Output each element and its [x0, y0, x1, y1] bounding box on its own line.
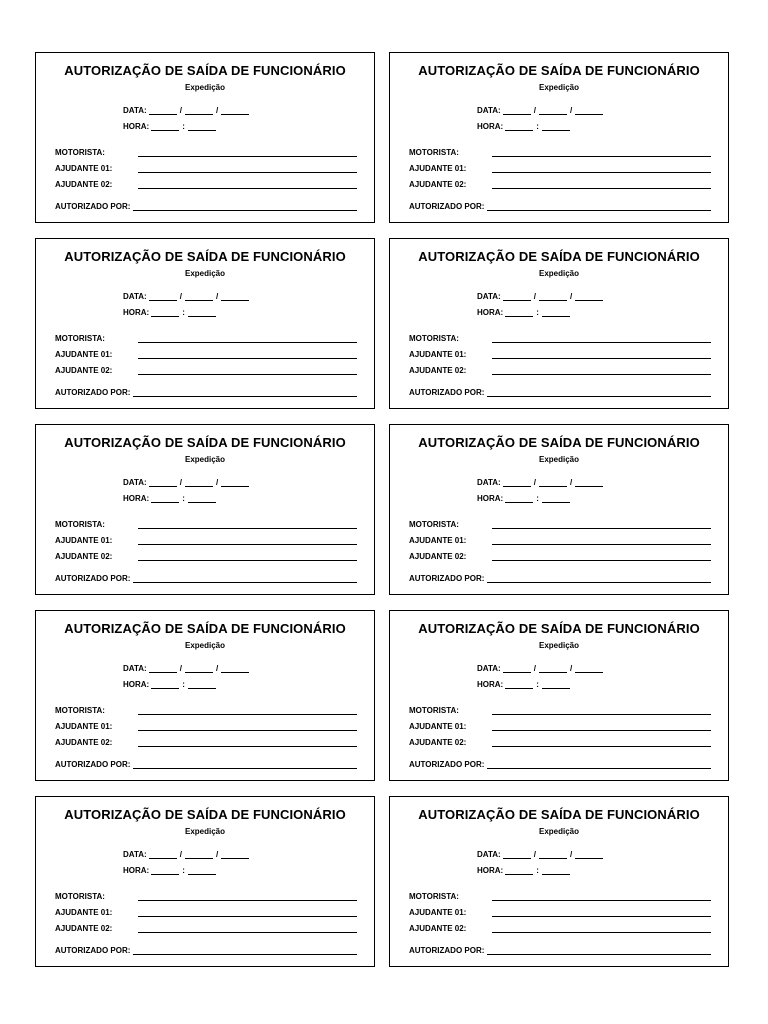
- helper2-field[interactable]: [492, 552, 711, 561]
- authorized-field[interactable]: [133, 388, 357, 397]
- date-separator: /: [215, 106, 219, 115]
- date-day-field[interactable]: [149, 478, 177, 487]
- date-month-field[interactable]: [185, 478, 213, 487]
- helper1-label: AJUDANTE 01:: [55, 722, 113, 731]
- date-separator: /: [215, 478, 219, 487]
- date-separator: /: [179, 478, 182, 487]
- driver-field[interactable]: [492, 892, 711, 901]
- time-separator: :: [536, 494, 539, 503]
- helper2-field[interactable]: [138, 366, 357, 375]
- authorization-card: [35, 52, 375, 223]
- authorization-card: [389, 610, 729, 781]
- authorized-row: [409, 760, 711, 769]
- date-year-field[interactable]: [221, 478, 249, 487]
- time-minute-field[interactable]: [542, 866, 570, 875]
- helper1-label: AJUDANTE 01:: [409, 164, 467, 173]
- time-minute-field[interactable]: [188, 866, 216, 875]
- driver-field[interactable]: [492, 148, 711, 157]
- helper1-label: AJUDANTE 01:: [55, 350, 113, 359]
- authorization-card: [35, 424, 375, 595]
- helper1-row: [409, 722, 711, 731]
- authorized-label: AUTORIZADO POR:: [409, 202, 485, 211]
- time-minute-field[interactable]: [542, 122, 570, 131]
- driver-row: [55, 520, 357, 529]
- helper1-field[interactable]: [138, 536, 357, 545]
- authorized-field[interactable]: [487, 202, 711, 211]
- driver-label: MOTORISTA:: [409, 148, 459, 157]
- helper2-row: [409, 552, 711, 561]
- authorized-field[interactable]: [487, 388, 711, 397]
- helper2-field[interactable]: [492, 738, 711, 747]
- card-title: AUTORIZAÇÃO DE SAÍDA DE FUNCIONÁRIO: [64, 807, 346, 822]
- date-year-field[interactable]: [575, 850, 603, 859]
- authorized-row: [55, 574, 357, 583]
- authorized-label: AUTORIZADO POR:: [55, 574, 131, 583]
- time-separator: :: [182, 122, 185, 131]
- date-separator: /: [215, 292, 219, 301]
- helper1-field[interactable]: [138, 908, 357, 917]
- authorized-label: AUTORIZADO POR:: [55, 388, 131, 397]
- time-separator: :: [536, 680, 539, 689]
- authorization-card: [35, 238, 375, 409]
- helper1-row: [409, 350, 711, 359]
- helper2-field[interactable]: [492, 924, 711, 933]
- time-label: HORA:: [477, 680, 504, 689]
- card-subtitle: Expedição: [184, 827, 225, 836]
- helper2-field[interactable]: [138, 924, 357, 933]
- helper1-field[interactable]: [138, 722, 357, 731]
- time-row: [477, 308, 572, 317]
- helper1-row: [409, 536, 711, 545]
- date-row: [477, 664, 605, 673]
- card-subtitle: Expedição: [184, 455, 225, 464]
- card-title: AUTORIZAÇÃO DE SAÍDA DE FUNCIONÁRIO: [64, 249, 346, 264]
- date-year-field[interactable]: [221, 850, 249, 859]
- authorized-field[interactable]: [133, 202, 357, 211]
- helper1-field[interactable]: [492, 722, 711, 731]
- date-month-field[interactable]: [185, 664, 213, 673]
- authorized-label: AUTORIZADO POR:: [409, 574, 485, 583]
- helper1-row: [55, 350, 357, 359]
- time-hour-field[interactable]: [505, 866, 533, 875]
- time-minute-field[interactable]: [188, 494, 216, 503]
- authorized-row: [409, 946, 711, 955]
- authorized-field[interactable]: [133, 946, 357, 955]
- card-subtitle: Expedição: [538, 455, 579, 464]
- time-hour-field[interactable]: [505, 680, 533, 689]
- driver-field[interactable]: [138, 520, 357, 529]
- time-row: [477, 122, 572, 131]
- card-subtitle: Expedição: [538, 641, 579, 650]
- date-day-field[interactable]: [503, 850, 531, 859]
- date-label: DATA:: [123, 664, 147, 673]
- date-row: [477, 292, 605, 301]
- helper1-field[interactable]: [492, 908, 711, 917]
- date-day-field[interactable]: [149, 850, 177, 859]
- time-hour-field[interactable]: [151, 122, 179, 131]
- date-row: [477, 478, 605, 487]
- helper1-field[interactable]: [138, 350, 357, 359]
- time-row: [123, 494, 218, 503]
- time-row: [123, 680, 218, 689]
- authorized-field[interactable]: [487, 574, 711, 583]
- authorized-row: [55, 388, 357, 397]
- helper2-field[interactable]: [138, 180, 357, 189]
- date-year-field[interactable]: [575, 664, 603, 673]
- helper2-label: AJUDANTE 02:: [55, 366, 113, 375]
- date-month-field[interactable]: [539, 106, 567, 115]
- date-year-field[interactable]: [221, 664, 249, 673]
- authorization-card: [35, 610, 375, 781]
- time-separator: :: [182, 866, 185, 875]
- authorized-row: [409, 388, 711, 397]
- date-label: DATA:: [123, 478, 147, 487]
- helper1-field[interactable]: [492, 536, 711, 545]
- helper2-label: AJUDANTE 02:: [55, 180, 113, 189]
- helper2-row: [55, 180, 357, 189]
- date-separator: /: [569, 106, 573, 115]
- date-separator: /: [569, 850, 573, 859]
- date-separator: /: [179, 106, 182, 115]
- date-day-field[interactable]: [503, 292, 531, 301]
- date-month-field[interactable]: [539, 478, 567, 487]
- time-minute-field[interactable]: [542, 308, 570, 317]
- helper1-label: AJUDANTE 01:: [55, 536, 113, 545]
- driver-label: MOTORISTA:: [409, 706, 459, 715]
- helper2-row: [55, 552, 357, 561]
- date-separator: /: [533, 478, 536, 487]
- driver-field[interactable]: [138, 706, 357, 715]
- time-label: HORA:: [123, 866, 150, 875]
- helper2-field[interactable]: [138, 552, 357, 561]
- time-minute-field[interactable]: [542, 680, 570, 689]
- driver-row: [409, 334, 711, 343]
- time-label: HORA:: [477, 122, 504, 131]
- driver-row: [409, 520, 711, 529]
- driver-row: [409, 148, 711, 157]
- date-separator: /: [569, 664, 573, 673]
- time-label: HORA:: [477, 494, 504, 503]
- date-separator: /: [533, 106, 536, 115]
- authorized-label: AUTORIZADO POR:: [55, 202, 131, 211]
- card-title: AUTORIZAÇÃO DE SAÍDA DE FUNCIONÁRIO: [64, 621, 346, 636]
- driver-row: [409, 706, 711, 715]
- helper1-label: AJUDANTE 01:: [409, 722, 467, 731]
- authorized-field[interactable]: [487, 760, 711, 769]
- helper2-label: AJUDANTE 02:: [409, 552, 467, 561]
- time-row: [477, 866, 572, 875]
- date-day-field[interactable]: [149, 292, 177, 301]
- driver-field[interactable]: [492, 706, 711, 715]
- helper1-row: [409, 164, 711, 173]
- authorized-field[interactable]: [487, 946, 711, 955]
- card-subtitle: Expedição: [538, 827, 579, 836]
- driver-field[interactable]: [138, 148, 357, 157]
- date-label: DATA:: [477, 850, 501, 859]
- authorized-row: [55, 202, 357, 211]
- date-label: DATA:: [477, 106, 501, 115]
- date-day-field[interactable]: [503, 664, 531, 673]
- time-hour-field[interactable]: [151, 308, 179, 317]
- date-year-field[interactable]: [575, 478, 603, 487]
- helper1-label: AJUDANTE 01:: [409, 536, 467, 545]
- time-label: HORA:: [477, 866, 504, 875]
- time-row: [477, 494, 572, 503]
- date-separator: /: [533, 850, 536, 859]
- date-separator: /: [569, 478, 573, 487]
- helper1-label: AJUDANTE 01:: [55, 908, 113, 917]
- helper2-label: AJUDANTE 02:: [55, 738, 113, 747]
- card-subtitle: Expedição: [538, 269, 579, 278]
- driver-label: MOTORISTA:: [55, 520, 105, 529]
- helper1-field[interactable]: [492, 164, 711, 173]
- driver-label: MOTORISTA:: [55, 148, 105, 157]
- date-month-field[interactable]: [539, 664, 567, 673]
- helper2-row: [55, 366, 357, 375]
- authorized-label: AUTORIZADO POR:: [409, 946, 485, 955]
- helper2-label: AJUDANTE 02:: [409, 366, 467, 375]
- date-year-field[interactable]: [221, 292, 249, 301]
- driver-label: MOTORISTA:: [55, 334, 105, 343]
- date-separator: /: [215, 850, 219, 859]
- time-row: [123, 308, 218, 317]
- helper2-row: [55, 738, 357, 747]
- authorized-label: AUTORIZADO POR:: [55, 946, 131, 955]
- date-separator: /: [179, 850, 182, 859]
- date-separator: /: [569, 292, 573, 301]
- time-separator: :: [536, 866, 539, 875]
- authorized-label: AUTORIZADO POR:: [55, 760, 131, 769]
- card-title: AUTORIZAÇÃO DE SAÍDA DE FUNCIONÁRIO: [418, 249, 700, 264]
- date-day-field[interactable]: [503, 478, 531, 487]
- authorization-card: [35, 796, 375, 967]
- time-label: HORA:: [123, 122, 150, 131]
- time-minute-field[interactable]: [188, 680, 216, 689]
- date-separator: /: [179, 292, 182, 301]
- card-title: AUTORIZAÇÃO DE SAÍDA DE FUNCIONÁRIO: [418, 435, 700, 450]
- card-title: AUTORIZAÇÃO DE SAÍDA DE FUNCIONÁRIO: [64, 63, 346, 78]
- date-month-field[interactable]: [185, 292, 213, 301]
- time-row: [477, 680, 572, 689]
- date-row: [123, 106, 251, 115]
- date-month-field[interactable]: [539, 850, 567, 859]
- driver-field[interactable]: [492, 520, 711, 529]
- helper1-row: [409, 908, 711, 917]
- helper2-field[interactable]: [492, 180, 711, 189]
- time-hour-field[interactable]: [151, 866, 179, 875]
- card-title: AUTORIZAÇÃO DE SAÍDA DE FUNCIONÁRIO: [418, 63, 700, 78]
- date-day-field[interactable]: [149, 664, 177, 673]
- time-separator: :: [182, 494, 185, 503]
- card-title: AUTORIZAÇÃO DE SAÍDA DE FUNCIONÁRIO: [418, 807, 700, 822]
- authorized-row: [55, 760, 357, 769]
- helper2-row: [409, 738, 711, 747]
- date-year-field[interactable]: [575, 292, 603, 301]
- date-separator: /: [533, 292, 536, 301]
- date-month-field[interactable]: [185, 106, 213, 115]
- time-minute-field[interactable]: [188, 308, 216, 317]
- driver-label: MOTORISTA:: [55, 892, 105, 901]
- date-label: DATA:: [477, 664, 501, 673]
- helper2-label: AJUDANTE 02:: [55, 924, 113, 933]
- authorized-field[interactable]: [133, 574, 357, 583]
- date-separator: /: [179, 664, 182, 673]
- time-label: HORA:: [123, 308, 150, 317]
- date-separator: /: [533, 664, 536, 673]
- helper2-label: AJUDANTE 02:: [409, 180, 467, 189]
- date-row: [477, 850, 605, 859]
- card-subtitle: Expedição: [184, 641, 225, 650]
- date-year-field[interactable]: [221, 106, 249, 115]
- helper1-label: AJUDANTE 01:: [409, 908, 467, 917]
- time-hour-field[interactable]: [151, 680, 179, 689]
- time-label: HORA:: [123, 680, 150, 689]
- driver-label: MOTORISTA:: [409, 520, 459, 529]
- date-month-field[interactable]: [185, 850, 213, 859]
- date-year-field[interactable]: [575, 106, 603, 115]
- time-label: HORA:: [477, 308, 504, 317]
- authorized-row: [55, 946, 357, 955]
- authorized-row: [409, 202, 711, 211]
- time-hour-field[interactable]: [505, 308, 533, 317]
- helper1-row: [55, 164, 357, 173]
- authorization-card: [389, 238, 729, 409]
- date-row: [123, 850, 251, 859]
- date-row: [477, 106, 605, 115]
- helper1-label: AJUDANTE 01:: [409, 350, 467, 359]
- time-separator: :: [182, 680, 185, 689]
- time-separator: :: [536, 122, 539, 131]
- helper1-field[interactable]: [492, 350, 711, 359]
- helper2-label: AJUDANTE 02:: [409, 738, 467, 747]
- helper1-field[interactable]: [138, 164, 357, 173]
- time-row: [123, 122, 218, 131]
- time-minute-field[interactable]: [542, 494, 570, 503]
- authorized-label: AUTORIZADO POR:: [409, 760, 485, 769]
- helper2-row: [409, 180, 711, 189]
- helper2-label: AJUDANTE 02:: [55, 552, 113, 561]
- helper1-row: [55, 908, 357, 917]
- date-label: DATA:: [123, 106, 147, 115]
- helper1-label: AJUDANTE 01:: [55, 164, 113, 173]
- date-separator: /: [215, 664, 219, 673]
- card-title: AUTORIZAÇÃO DE SAÍDA DE FUNCIONÁRIO: [418, 621, 700, 636]
- time-hour-field[interactable]: [505, 494, 533, 503]
- time-row: [123, 866, 218, 875]
- time-hour-field[interactable]: [505, 122, 533, 131]
- time-label: HORA:: [123, 494, 150, 503]
- helper2-label: AJUDANTE 02:: [409, 924, 467, 933]
- date-day-field[interactable]: [503, 106, 531, 115]
- time-separator: :: [536, 308, 539, 317]
- driver-label: MOTORISTA:: [409, 892, 459, 901]
- authorization-card: [389, 796, 729, 967]
- driver-row: [55, 334, 357, 343]
- authorized-row: [409, 574, 711, 583]
- card-subtitle: Expedição: [538, 83, 579, 92]
- date-row: [123, 292, 251, 301]
- date-label: DATA:: [477, 478, 501, 487]
- authorized-field[interactable]: [133, 760, 357, 769]
- date-row: [123, 664, 251, 673]
- card-subtitle: Expedição: [184, 83, 225, 92]
- date-label: DATA:: [123, 292, 147, 301]
- driver-field[interactable]: [138, 892, 357, 901]
- driver-label: MOTORISTA:: [409, 334, 459, 343]
- authorized-label: AUTORIZADO POR:: [409, 388, 485, 397]
- driver-label: MOTORISTA:: [55, 706, 105, 715]
- authorization-card: [389, 424, 729, 595]
- helper1-row: [55, 722, 357, 731]
- helper2-field[interactable]: [138, 738, 357, 747]
- date-month-field[interactable]: [539, 292, 567, 301]
- card-subtitle: Expedição: [184, 269, 225, 278]
- driver-field[interactable]: [138, 334, 357, 343]
- date-label: DATA:: [477, 292, 501, 301]
- helper2-row: [409, 924, 711, 933]
- helper2-field[interactable]: [492, 366, 711, 375]
- driver-row: [55, 706, 357, 715]
- helper2-row: [55, 924, 357, 933]
- date-day-field[interactable]: [149, 106, 177, 115]
- time-minute-field[interactable]: [188, 122, 216, 131]
- driver-row: [55, 892, 357, 901]
- authorization-card: [389, 52, 729, 223]
- card-title: AUTORIZAÇÃO DE SAÍDA DE FUNCIONÁRIO: [64, 435, 346, 450]
- time-hour-field[interactable]: [151, 494, 179, 503]
- driver-row: [409, 892, 711, 901]
- driver-field[interactable]: [492, 334, 711, 343]
- driver-row: [55, 148, 357, 157]
- helper1-row: [55, 536, 357, 545]
- date-row: [123, 478, 251, 487]
- time-separator: :: [182, 308, 185, 317]
- date-label: DATA:: [123, 850, 147, 859]
- helper2-row: [409, 366, 711, 375]
